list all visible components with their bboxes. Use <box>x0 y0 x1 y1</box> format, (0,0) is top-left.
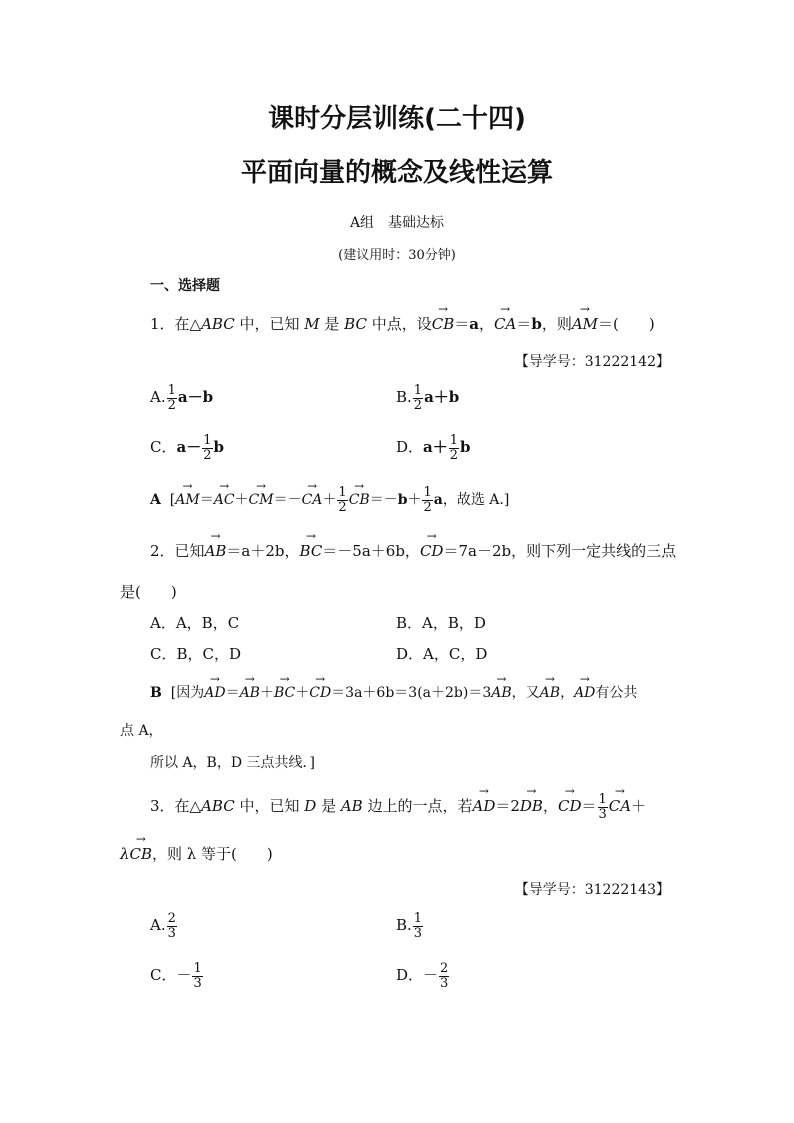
text-span: a＋b <box>424 388 460 407</box>
question-1 <box>150 313 655 334</box>
text-span: ＋ <box>259 685 274 701</box>
text-span: 1 <box>423 485 432 500</box>
text-span: 1． <box>150 315 175 333</box>
text-span: B. <box>396 388 412 407</box>
fraction <box>449 434 459 462</box>
text-span: 边上的一点，若 <box>362 797 473 816</box>
text-span: 2 <box>167 911 176 926</box>
text-span: ， <box>478 315 494 333</box>
text-span: ， <box>542 797 558 816</box>
text-span: 是 <box>316 797 341 816</box>
text-span: → CM <box>249 492 274 508</box>
text-span: 2 <box>338 499 347 515</box>
text-span: b <box>397 492 408 509</box>
text-span: 2 <box>167 397 176 413</box>
text-span: BC <box>344 315 367 333</box>
text-span: → CB <box>349 492 370 508</box>
fraction <box>337 486 347 514</box>
text-span: → CD <box>309 685 331 701</box>
text-span: M <box>304 315 320 333</box>
text-span: a＋ <box>423 438 448 457</box>
text-span: λ <box>120 845 130 863</box>
text-span: a－b <box>177 388 214 407</box>
text-span: 在△ <box>174 315 202 333</box>
text-span: → AC <box>214 492 235 508</box>
fraction <box>598 793 608 821</box>
q3-option-a[interactable] <box>150 912 178 940</box>
page-subtitle: 平面向量的概念及线性运算 <box>240 158 553 188</box>
text-span: ABC <box>201 315 235 333</box>
q2-option-d[interactable]: D．A，C，D <box>396 645 488 663</box>
question-2 <box>150 540 676 561</box>
text-span: ＝ <box>199 492 214 509</box>
q1-solution <box>150 486 509 514</box>
text-span: → AD <box>574 685 595 701</box>
text-span: → DB <box>520 797 543 815</box>
text-span: D． <box>396 438 424 457</box>
answer-label: A <box>150 492 161 509</box>
text-span: 1 <box>598 792 607 807</box>
text-span: → AD <box>472 797 495 815</box>
fraction <box>167 912 177 940</box>
fraction <box>167 384 177 412</box>
text-span: 3 <box>440 975 449 991</box>
text-span: b <box>460 438 471 457</box>
vector-cb: → CB <box>432 315 455 333</box>
text-span: 2 <box>423 499 432 515</box>
text-span: ＋ <box>322 492 337 509</box>
text-span: 3 <box>598 806 607 822</box>
text-span: ＝－5a＋6b， <box>322 542 420 560</box>
guide-number-3: 【导学号：31222143】 <box>514 882 670 898</box>
fraction <box>439 962 449 990</box>
text-span: 3 <box>413 925 423 941</box>
text-span: [ <box>169 492 176 509</box>
q1-option-c[interactable] <box>150 434 224 462</box>
text-span: ＝ <box>581 797 597 816</box>
q2-solution <box>150 682 637 702</box>
text-span: ， <box>560 685 575 701</box>
text-span: b <box>213 438 224 457</box>
vector-ca: → CA <box>494 315 516 333</box>
text-span: ＝－ <box>369 492 398 509</box>
q1-option-d[interactable] <box>396 434 471 462</box>
text-span: ，则 λ 等于( ) <box>152 845 273 863</box>
text-span: → AB <box>205 542 227 560</box>
text-span: 2． <box>150 542 175 560</box>
text-span: ＋ <box>234 492 249 509</box>
text-span: 中，已知 <box>234 797 305 816</box>
text-span: AB <box>340 797 363 816</box>
q3-option-d[interactable] <box>396 962 450 990</box>
text-span: → CD <box>558 797 582 815</box>
text-span: ，又 <box>511 685 540 701</box>
fraction <box>192 962 202 990</box>
text-span: ＝2 <box>495 797 520 816</box>
text-span: 1 <box>167 383 176 398</box>
q2-option-b[interactable]: B．A，B，D <box>396 614 486 632</box>
question-3-cont <box>120 843 273 864</box>
text-span: ，则 <box>541 315 572 333</box>
text-span: A. <box>150 388 166 407</box>
q2-option-a[interactable]: A．A，B，C <box>150 614 240 632</box>
text-span: → AB <box>540 685 560 701</box>
q2-option-c[interactable]: C．B，C，D <box>150 645 242 663</box>
text-span: 有公共 <box>595 685 638 701</box>
text-span: [因为 <box>170 685 205 701</box>
text-span: B <box>150 685 162 701</box>
text-span: ＝7a－2b，则下列一定共线的三点 <box>443 542 677 560</box>
text-span: ＝a＋2b， <box>226 542 300 560</box>
question-3 <box>150 793 646 821</box>
text-span: C．－ <box>150 966 192 985</box>
text-span: a <box>433 492 443 509</box>
text-span: 1 <box>413 911 423 926</box>
text-span: B. <box>396 916 412 935</box>
text-span: a <box>469 315 479 333</box>
text-span: 中，已知 <box>234 315 305 333</box>
text-span: → CD <box>420 542 444 560</box>
question-2-cont: 是( ) <box>120 583 177 601</box>
text-span: ＋ <box>631 797 647 816</box>
text-span: → AD <box>204 685 225 701</box>
text-span: 3 <box>167 925 176 941</box>
text-span: ＝( ) <box>598 315 655 333</box>
text-span: 1 <box>449 433 459 448</box>
text-span: ＝ <box>454 315 470 333</box>
text-span: 2 <box>449 447 459 463</box>
text-span: 1 <box>413 383 423 398</box>
text-span: → AB <box>240 685 260 701</box>
text-span: D．－ <box>396 966 439 985</box>
group-label: A组 基础达标 <box>349 215 445 231</box>
text-span: → AM <box>175 492 199 508</box>
text-span: ＝3a＋6b＝3(a＋2b)＝3 <box>331 685 492 701</box>
text-span: → CB <box>130 845 153 863</box>
text-span: 中点，设 <box>366 315 432 333</box>
page-title: 课时分层训练(二十四) <box>268 104 526 134</box>
text-span: A. <box>150 916 166 935</box>
text-span: ＝－ <box>273 492 302 509</box>
text-span: ＝ <box>225 685 240 701</box>
text-span: 1 <box>203 433 212 448</box>
q3-option-b[interactable] <box>396 912 424 940</box>
text-span: 3． <box>150 797 175 816</box>
text-span: → BC <box>300 542 323 560</box>
text-span: b <box>531 315 542 333</box>
text-span: 是 <box>319 315 345 333</box>
text-span: ，故选 A.] <box>442 492 510 509</box>
fraction <box>422 486 432 514</box>
guide-number-1: 【导学号：31222142】 <box>514 354 670 370</box>
text-span: ABC <box>201 797 235 816</box>
time-note: (建议用时：30分钟) <box>338 248 456 263</box>
section-heading: 一、选择题 <box>150 278 220 294</box>
text-span: 1 <box>338 485 347 500</box>
text-span: a－ <box>176 438 202 457</box>
q1-option-b[interactable] <box>396 384 459 412</box>
text-span: ＋ <box>407 492 422 509</box>
text-span: 2 <box>440 961 449 976</box>
text-span: C． <box>150 438 177 457</box>
text-span: → CA <box>302 492 323 508</box>
fraction <box>202 434 212 462</box>
text-span: 已知 <box>174 542 205 560</box>
text-span: → AB <box>491 685 511 701</box>
text-span: 2 <box>413 397 423 413</box>
text-span: 在△ <box>174 797 202 816</box>
text-span: ＝ <box>516 315 532 333</box>
text-span: ＋ <box>295 685 310 701</box>
text-span: 1 <box>193 961 202 976</box>
text-span: 2 <box>203 447 212 463</box>
q3-option-c[interactable] <box>150 962 204 990</box>
text-span: → CA <box>609 797 631 815</box>
fraction <box>413 384 423 412</box>
q1-option-a[interactable] <box>150 384 213 412</box>
text-span: → BC <box>274 685 295 701</box>
q2-solution-end: 所以 A，B，D 三点共线．] <box>150 755 315 771</box>
vector-am: → AM <box>572 315 598 333</box>
q2-solution-cont: 点 A， <box>120 723 163 739</box>
text-span: D <box>304 797 317 816</box>
text-span: 3 <box>193 975 202 991</box>
fraction <box>413 912 423 940</box>
